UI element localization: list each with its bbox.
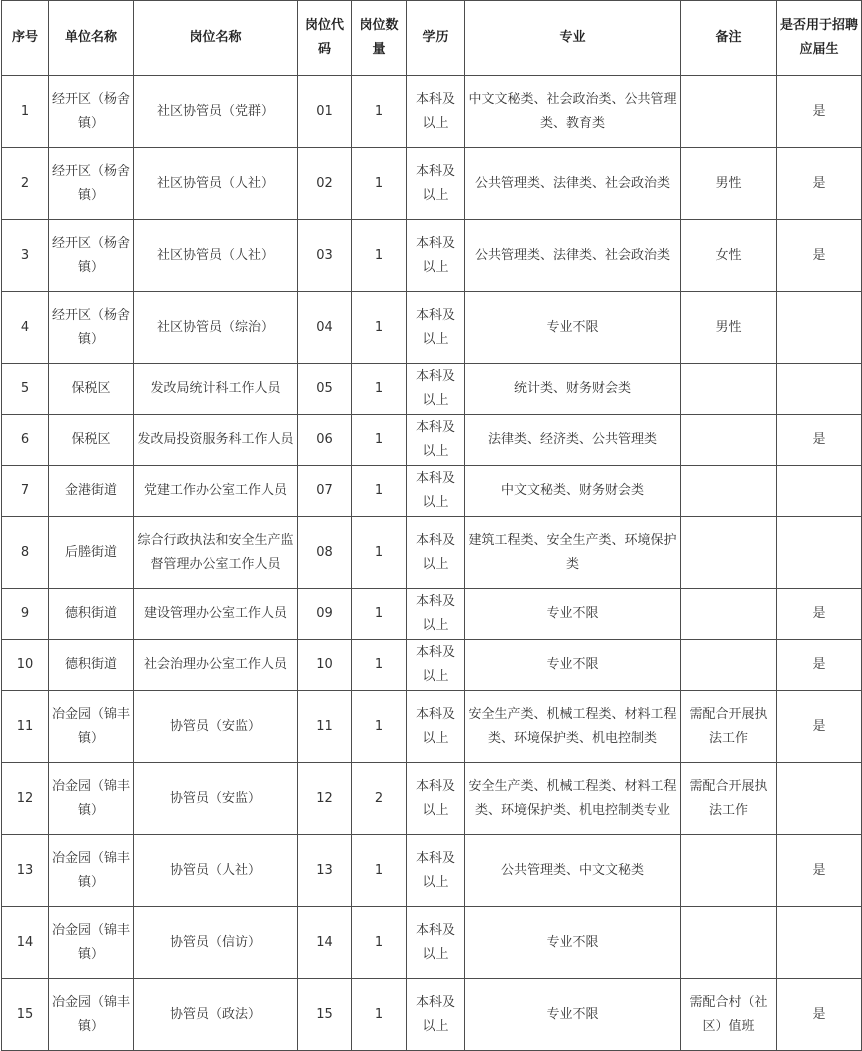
cell-major: 法律类、经济类、公共管理类 (465, 415, 681, 466)
cell-fresh-graduate (777, 517, 862, 589)
cell-count: 1 (352, 907, 407, 979)
cell-education: 本科及以上 (407, 76, 465, 148)
cell-position: 协管员（信访） (134, 907, 298, 979)
cell-education: 本科及以上 (407, 148, 465, 220)
cell-remarks (681, 415, 777, 466)
table-row (2, 220, 862, 292)
table-row (2, 691, 862, 763)
cell-education: 本科及以上 (407, 691, 465, 763)
cell-index: 15 (2, 979, 49, 1051)
cell-major: 专业不限 (465, 292, 681, 364)
cell-fresh-graduate: 是 (777, 835, 862, 907)
cell-code: 01 (298, 76, 352, 148)
cell-unit: 冶金园（锦丰镇） (49, 835, 134, 907)
cell-unit: 保税区 (49, 364, 134, 415)
header-education: 学历 (407, 1, 465, 76)
cell-index: 6 (2, 415, 49, 466)
cell-code: 08 (298, 517, 352, 589)
cell-code: 11 (298, 691, 352, 763)
cell-major: 安全生产类、机械工程类、材料工程类、环境保护类、机电控制类 (465, 691, 681, 763)
cell-index: 5 (2, 364, 49, 415)
cell-unit: 金港街道 (49, 466, 134, 517)
cell-position: 社区协管员（综治） (134, 292, 298, 364)
table-row (2, 364, 862, 415)
cell-count: 1 (352, 589, 407, 640)
cell-remarks (681, 76, 777, 148)
cell-major: 公共管理类、法律类、社会政治类 (465, 148, 681, 220)
table-row (2, 292, 862, 364)
cell-remarks (681, 589, 777, 640)
table-row (2, 148, 862, 220)
cell-position: 党建工作办公室工作人员 (134, 466, 298, 517)
cell-code: 02 (298, 148, 352, 220)
cell-fresh-graduate: 是 (777, 979, 862, 1051)
cell-major: 专业不限 (465, 589, 681, 640)
cell-major: 中文文秘类、财务财会类 (465, 466, 681, 517)
cell-count: 1 (352, 691, 407, 763)
table-row (2, 907, 862, 979)
cell-education: 本科及以上 (407, 517, 465, 589)
cell-unit: 后塍街道 (49, 517, 134, 589)
cell-count: 1 (352, 517, 407, 589)
cell-position: 社会治理办公室工作人员 (134, 640, 298, 691)
cell-education: 本科及以上 (407, 835, 465, 907)
cell-count: 1 (352, 292, 407, 364)
cell-remarks: 需配合开展执法工作 (681, 763, 777, 835)
cell-position: 建设管理办公室工作人员 (134, 589, 298, 640)
cell-count: 1 (352, 76, 407, 148)
cell-count: 1 (352, 835, 407, 907)
cell-unit: 德积街道 (49, 640, 134, 691)
cell-major: 中文文秘类、社会政治类、公共管理类、教育类 (465, 76, 681, 148)
cell-index: 9 (2, 589, 49, 640)
cell-position: 发改局投资服务科工作人员 (134, 415, 298, 466)
cell-unit: 经开区（杨舍镇） (49, 76, 134, 148)
cell-education: 本科及以上 (407, 292, 465, 364)
cell-count: 1 (352, 220, 407, 292)
header-fresh-graduate: 是否用于招聘应届生 (777, 1, 862, 76)
cell-remarks: 需配合开展执法工作 (681, 691, 777, 763)
cell-position: 协管员（安监） (134, 763, 298, 835)
cell-count: 1 (352, 466, 407, 517)
table-row (2, 835, 862, 907)
table-row (2, 76, 862, 148)
cell-education: 本科及以上 (407, 415, 465, 466)
cell-count: 1 (352, 640, 407, 691)
cell-remarks: 男性 (681, 292, 777, 364)
cell-fresh-graduate (777, 907, 862, 979)
cell-count: 1 (352, 364, 407, 415)
cell-fresh-graduate: 是 (777, 148, 862, 220)
cell-count: 1 (352, 979, 407, 1051)
header-major: 专业 (465, 1, 681, 76)
cell-unit: 德积街道 (49, 589, 134, 640)
table-row (2, 640, 862, 691)
cell-unit: 冶金园（锦丰镇） (49, 691, 134, 763)
cell-index: 1 (2, 76, 49, 148)
table-row (2, 589, 862, 640)
cell-index: 8 (2, 517, 49, 589)
cell-remarks (681, 835, 777, 907)
cell-position: 社区协管员（人社） (134, 148, 298, 220)
cell-education: 本科及以上 (407, 466, 465, 517)
cell-code: 13 (298, 835, 352, 907)
cell-education: 本科及以上 (407, 589, 465, 640)
cell-code: 14 (298, 907, 352, 979)
cell-major: 专业不限 (465, 640, 681, 691)
cell-code: 05 (298, 364, 352, 415)
cell-index: 11 (2, 691, 49, 763)
cell-code: 10 (298, 640, 352, 691)
cell-education: 本科及以上 (407, 364, 465, 415)
cell-count: 1 (352, 415, 407, 466)
cell-fresh-graduate (777, 763, 862, 835)
cell-education: 本科及以上 (407, 220, 465, 292)
cell-code: 07 (298, 466, 352, 517)
cell-index: 7 (2, 466, 49, 517)
cell-education: 本科及以上 (407, 640, 465, 691)
cell-unit: 经开区（杨舍镇） (49, 220, 134, 292)
header-count: 岗位数量 (352, 1, 407, 76)
cell-fresh-graduate: 是 (777, 589, 862, 640)
cell-fresh-graduate: 是 (777, 220, 862, 292)
cell-remarks (681, 517, 777, 589)
cell-unit: 冶金园（锦丰镇） (49, 763, 134, 835)
cell-major: 建筑工程类、安全生产类、环境保护类 (465, 517, 681, 589)
table-row (2, 979, 862, 1051)
cell-fresh-graduate: 是 (777, 691, 862, 763)
header-remarks: 备注 (681, 1, 777, 76)
cell-major: 统计类、财务财会类 (465, 364, 681, 415)
cell-unit: 冶金园（锦丰镇） (49, 979, 134, 1051)
cell-major: 公共管理类、中文文秘类 (465, 835, 681, 907)
cell-index: 13 (2, 835, 49, 907)
header-index: 序号 (2, 1, 49, 76)
cell-education: 本科及以上 (407, 979, 465, 1051)
cell-code: 06 (298, 415, 352, 466)
cell-remarks: 需配合村（社区）值班 (681, 979, 777, 1051)
cell-fresh-graduate (777, 364, 862, 415)
cell-remarks (681, 364, 777, 415)
cell-index: 14 (2, 907, 49, 979)
cell-remarks (681, 640, 777, 691)
cell-education: 本科及以上 (407, 763, 465, 835)
cell-unit: 保税区 (49, 415, 134, 466)
table-row (2, 466, 862, 517)
cell-position: 发改局统计科工作人员 (134, 364, 298, 415)
cell-count: 2 (352, 763, 407, 835)
cell-position: 综合行政执法和安全生产监督管理办公室工作人员 (134, 517, 298, 589)
cell-position: 社区协管员（人社） (134, 220, 298, 292)
cell-fresh-graduate: 是 (777, 76, 862, 148)
cell-fresh-graduate (777, 466, 862, 517)
cell-fresh-graduate (777, 292, 862, 364)
table-row (2, 763, 862, 835)
cell-position: 协管员（政法） (134, 979, 298, 1051)
cell-fresh-graduate: 是 (777, 640, 862, 691)
cell-unit: 经开区（杨舍镇） (49, 292, 134, 364)
header-position: 岗位名称 (134, 1, 298, 76)
cell-count: 1 (352, 148, 407, 220)
cell-code: 03 (298, 220, 352, 292)
table-row (2, 517, 862, 589)
header-row (2, 1, 862, 76)
cell-remarks (681, 907, 777, 979)
cell-unit: 经开区（杨舍镇） (49, 148, 134, 220)
cell-unit: 冶金园（锦丰镇） (49, 907, 134, 979)
table-row (2, 415, 862, 466)
cell-position: 社区协管员（党群） (134, 76, 298, 148)
cell-major: 专业不限 (465, 979, 681, 1051)
cell-major: 专业不限 (465, 907, 681, 979)
cell-remarks (681, 466, 777, 517)
cell-education: 本科及以上 (407, 907, 465, 979)
cell-remarks: 女性 (681, 220, 777, 292)
cell-major: 公共管理类、法律类、社会政治类 (465, 220, 681, 292)
cell-major: 安全生产类、机械工程类、材料工程类、环境保护类、机电控制类专业 (465, 763, 681, 835)
cell-position: 协管员（人社） (134, 835, 298, 907)
cell-code: 04 (298, 292, 352, 364)
cell-code: 09 (298, 589, 352, 640)
cell-code: 12 (298, 763, 352, 835)
cell-remarks: 男性 (681, 148, 777, 220)
cell-index: 4 (2, 292, 49, 364)
cell-index: 2 (2, 148, 49, 220)
cell-fresh-graduate: 是 (777, 415, 862, 466)
cell-code: 15 (298, 979, 352, 1051)
cell-position: 协管员（安监） (134, 691, 298, 763)
header-unit: 单位名称 (49, 1, 134, 76)
cell-index: 10 (2, 640, 49, 691)
cell-index: 12 (2, 763, 49, 835)
job-positions-table (1, 0, 862, 1051)
header-code: 岗位代码 (298, 1, 352, 76)
cell-index: 3 (2, 220, 49, 292)
